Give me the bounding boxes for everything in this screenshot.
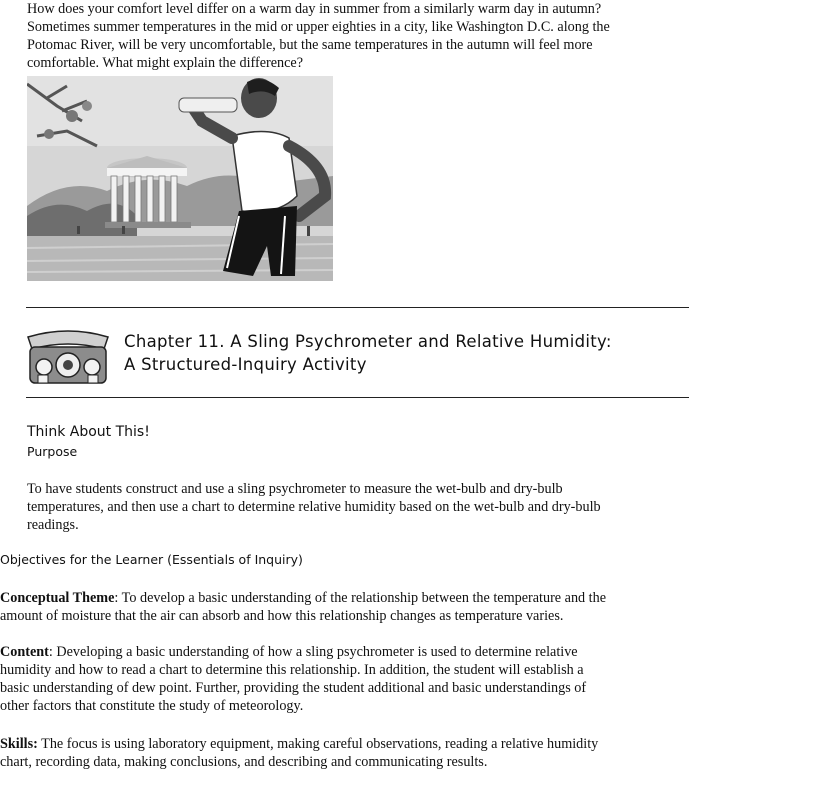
intro-line: How does your comfort level differ on a warm day in summer from a similarly warm day in autumn? [27,1,602,17]
conceptual-line [0,589,606,607]
intro-line: Sometimes summer temperatures in the mid or upper eighties in a city, like Washington D.C. along the [27,19,610,35]
chapter-weather-icon [26,327,110,385]
intro-line: comfortable. What might explain the difference? [27,55,304,71]
content-text: : Developing a basic understanding of how a sling psychrometer is used to determine relative [48,644,578,660]
purpose-heading: Purpose [27,444,78,459]
think-about-heading: Think About This! [27,424,150,440]
conceptual-line: amount of moisture that the air can absorb and how this relationship changes as temperature varies. [0,608,564,624]
conceptual-text: : To develop a basic understanding of the relationship between the temperature and the [114,590,607,606]
content-label: Content [0,644,49,660]
content-line: other factors that constitute the study of meteorology. [0,698,304,714]
skills-line: chart, recording data, making conclusions, and describing and communicating results. [0,754,488,770]
skills-label: Skills: [0,736,38,752]
section-divider-top [26,307,689,308]
content-line: humidity and how to read a chart to determine this relationship. In addition, the student will establish a [0,662,584,678]
skills-text: The focus is using laboratory equipment, making careful observations, reading a relative humidity [37,736,599,752]
intro-line: Potomac River, will be very uncomfortable, but the same temperatures in the autumn will feel more [27,37,593,53]
content-line: basic understanding of dew point. Further, providing the student additional and basic understandings of [0,680,587,696]
objectives-heading: Objectives for the Learner (Essentials of Inquiry) [0,552,303,567]
purpose-line: temperatures, and then use a chart to determine relative humidity based on the wet-bulb and dry-bulb [27,499,601,515]
purpose-line: To have students construct and use a sling psychrometer to measure the wet-bulb and dry-bulb [27,481,563,497]
purpose-line: readings. [27,517,79,533]
runner-monument-illustration [27,76,333,281]
chapter-title-line2: A Structured-Inquiry Activity [124,355,367,374]
chapter-title-line1: Chapter 11. A Sling Psychrometer and Relative Humidity: [124,332,612,351]
section-divider-bottom [26,397,689,398]
conceptual-label: Conceptual Theme [0,590,115,606]
content-line [0,643,578,661]
skills-line [0,735,598,753]
